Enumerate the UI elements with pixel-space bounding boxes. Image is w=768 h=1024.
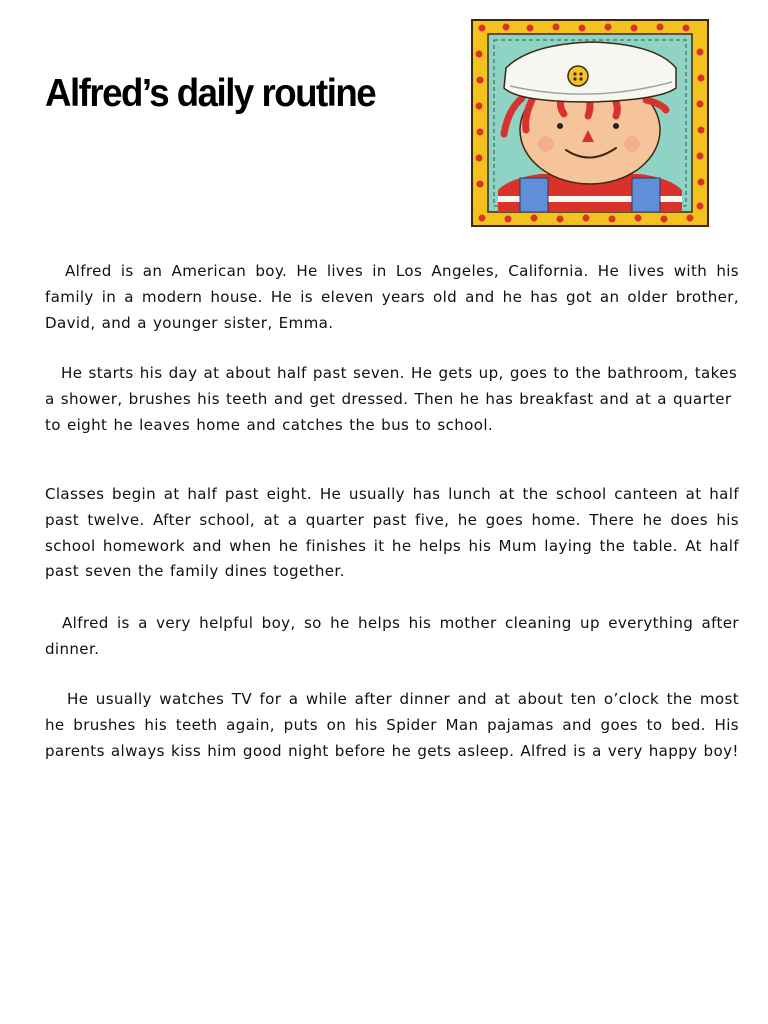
page-title: Alfred’s daily routine bbox=[45, 72, 376, 115]
paragraph-family: Alfred is an American boy. He lives in Los Angeles, California. He lives with his family in a modern house. He is eleven years old and he has got an older brother, David, and a younger sister, Emma. bbox=[45, 262, 739, 332]
paragraph-morning: He starts his day at about half past seven. He gets up, goes to the bathroom, takes a shower, brushes his teeth and get dressed. Then he has breakfast and at a quarter to eight he leaves home and catches the bus to school. bbox=[45, 364, 738, 434]
paragraph-school: Classes begin at half past eight. He usually has lunch at the school canteen at half past twelve. After school, at a quarter past five, he goes home. There he does his school homework and when he finishes it he helps his Mum laying the table. At half past seven the family dines together. bbox=[45, 485, 739, 581]
paragraph-helpful: Alfred is a very helpful boy, so he helps his mother cleaning up everything after dinner. bbox=[45, 614, 739, 658]
rag-doll-boy-icon bbox=[470, 18, 710, 228]
paragraph-evening: He usually watches TV for a while after dinner and at about ten o’clock the most he brushes his teeth again, puts on his Spider Man pajamas and goes to bed. His parents always kiss him good night before he gets asleep. Alfred is a very happy boy! bbox=[45, 690, 739, 760]
